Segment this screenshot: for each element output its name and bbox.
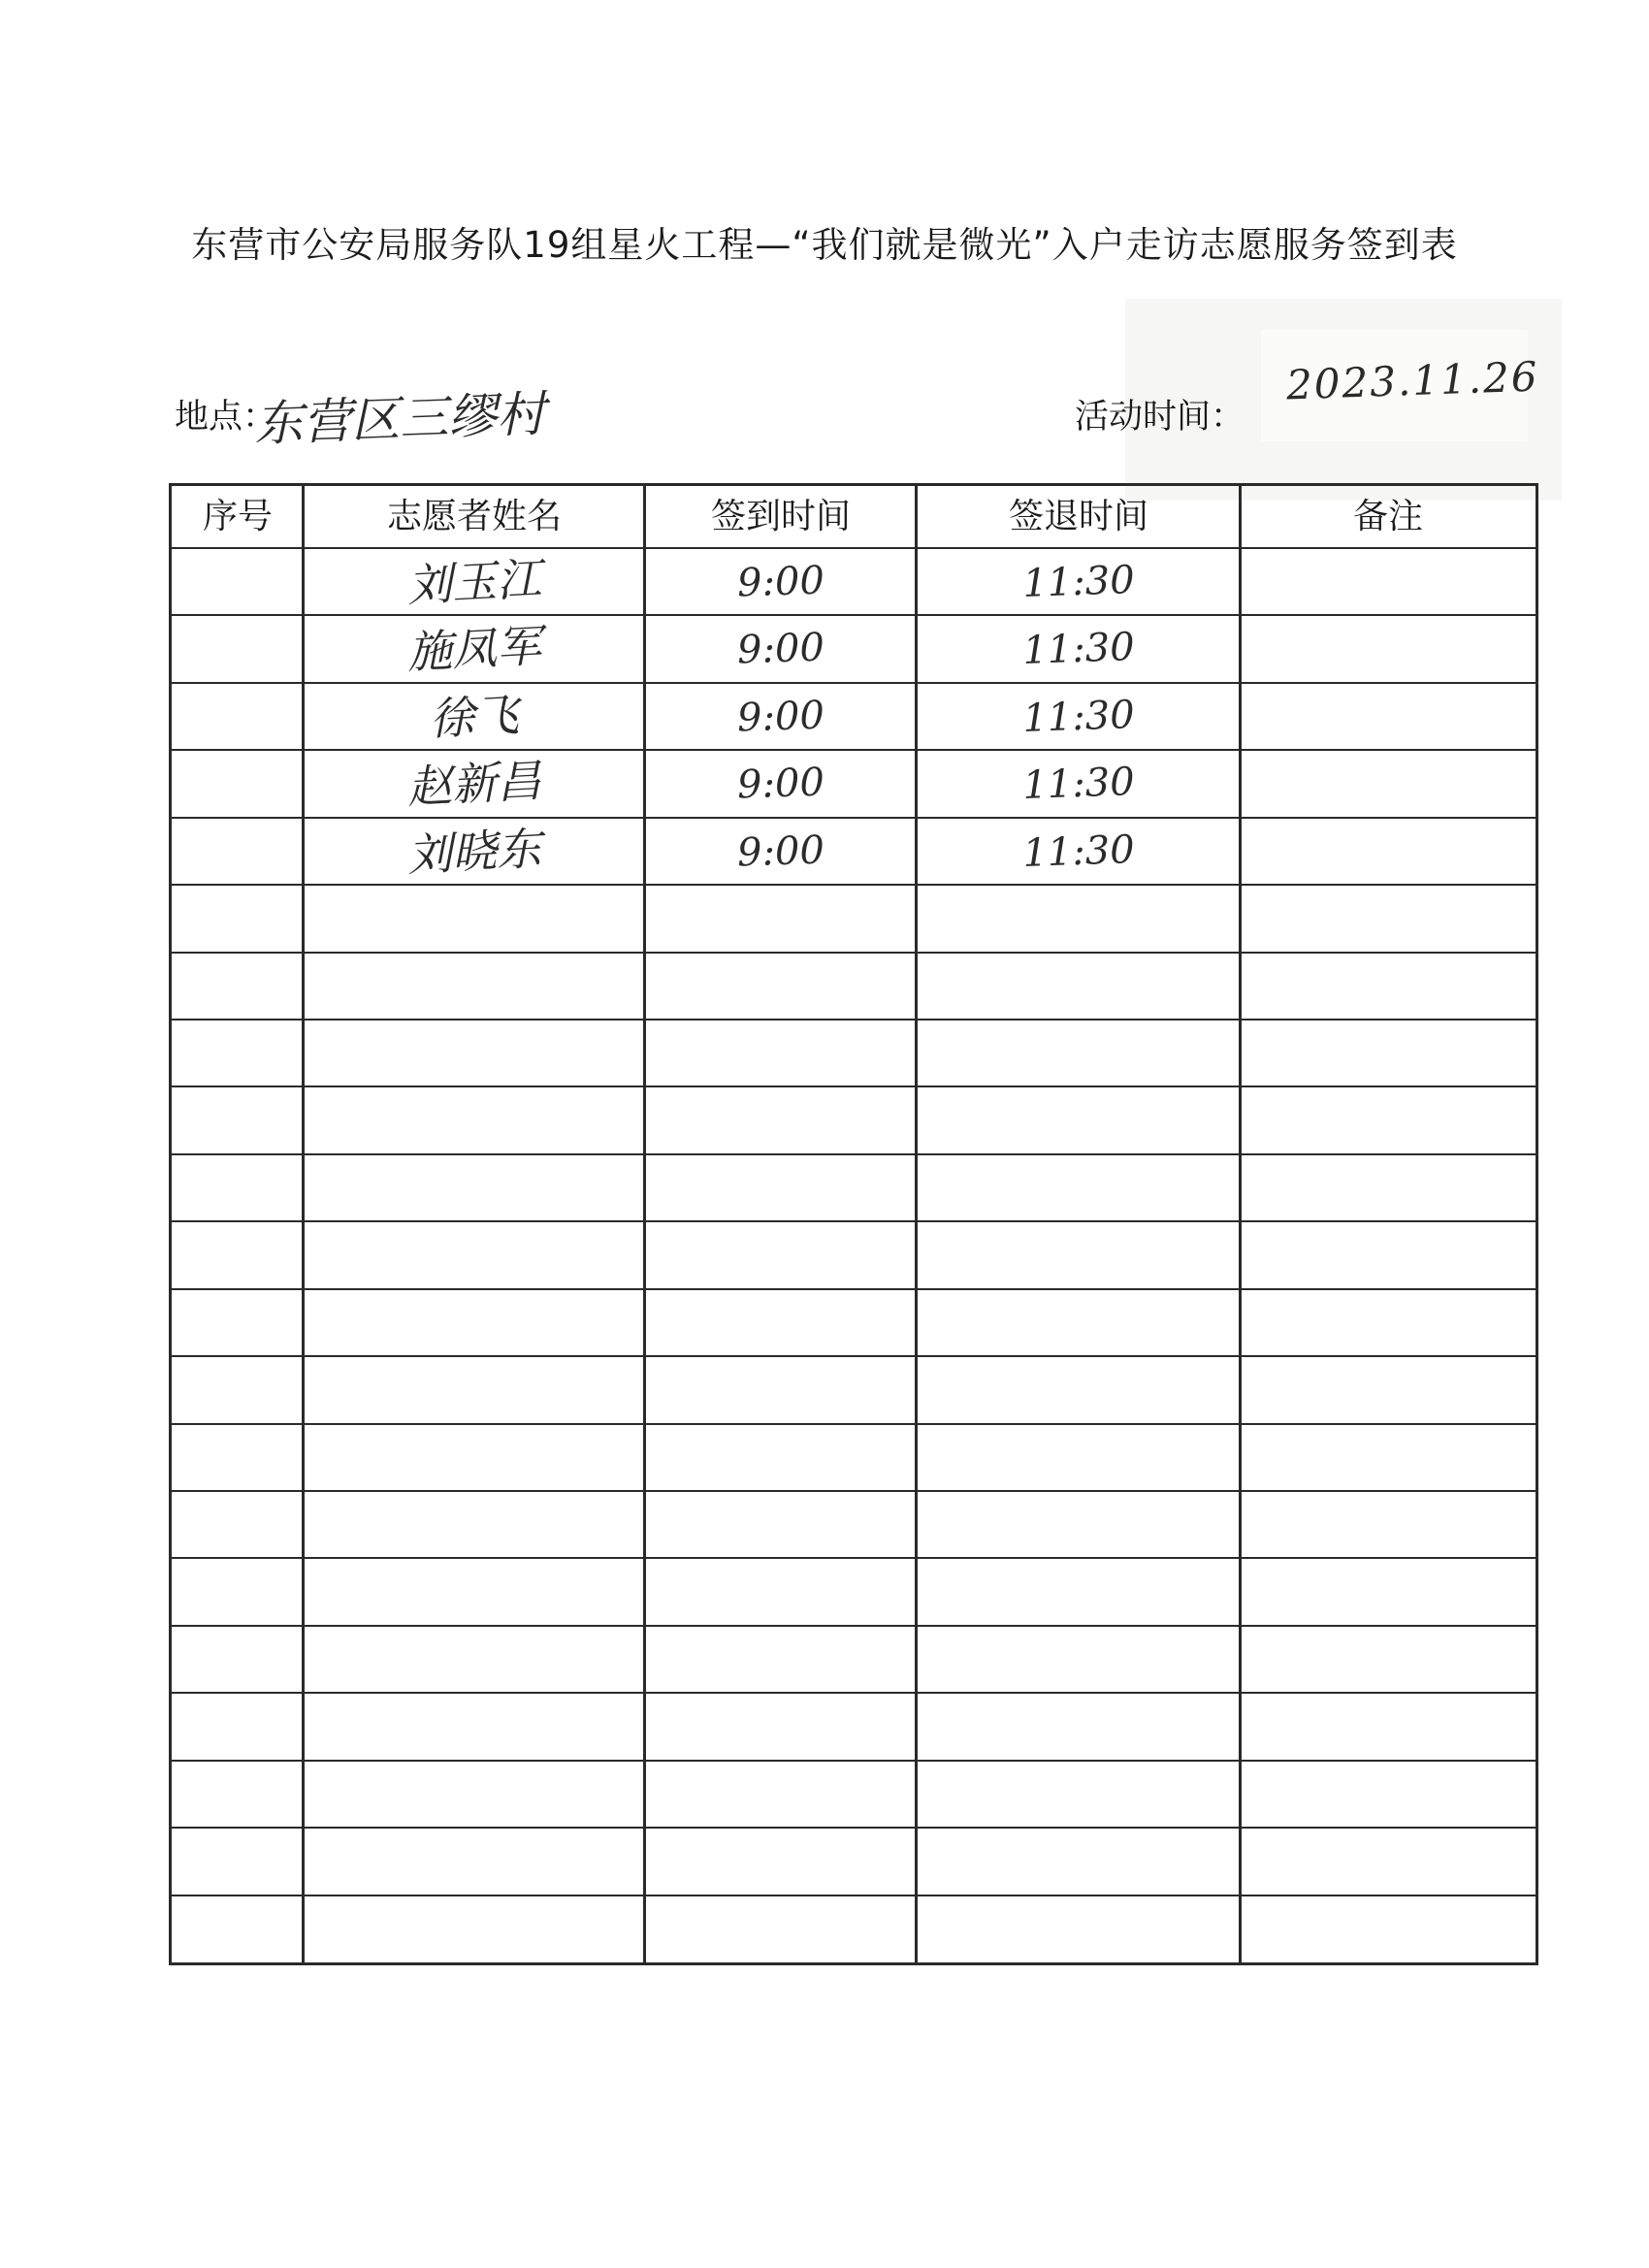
cell-name: 施凤军 <box>405 619 543 679</box>
cell-note <box>1240 816 1536 888</box>
cell-index <box>171 550 305 616</box>
cell-sign-out: 11:30 <box>1021 826 1136 876</box>
row-divider <box>172 1760 1536 1762</box>
header-sign-in-time: 签到时间 <box>710 497 851 536</box>
row-divider <box>172 1895 1536 1896</box>
cell-sign-out: 11:30 <box>1021 558 1136 606</box>
cell-name: 刘晓东 <box>405 822 543 882</box>
row-divider <box>172 1625 1536 1627</box>
row-divider <box>172 1153 1536 1155</box>
location-label: 地点： <box>175 398 277 437</box>
cell-sign-out: 11:30 <box>1021 692 1136 741</box>
row-divider <box>172 1827 1536 1829</box>
row-divider <box>172 952 1536 954</box>
row-divider <box>172 1019 1536 1021</box>
cell-index <box>171 684 305 750</box>
header-sign-out-time: 签退时间 <box>1008 497 1148 536</box>
cell-index <box>171 617 305 683</box>
cell-index <box>171 752 305 818</box>
cell-sign-in: 9:00 <box>736 558 825 606</box>
row-divider <box>172 884 1536 886</box>
activity-time-label: 活动时间： <box>1075 398 1245 437</box>
cell-sign-in: 9:00 <box>736 827 825 876</box>
row-divider <box>172 1288 1536 1290</box>
cell-note <box>1240 749 1536 821</box>
header-index: 序号 <box>202 497 273 536</box>
cell-note <box>1240 682 1536 754</box>
row-divider <box>172 1220 1536 1222</box>
cell-sign-out: 11:30 <box>1021 625 1136 674</box>
header-note: 备注 <box>1352 497 1423 536</box>
cell-sign-in: 9:00 <box>736 760 825 808</box>
sheet-title: 东营市公安局服务队19组星火工程—“我们就是微光”入户走访志愿服务签到表 <box>191 224 1458 266</box>
row-divider <box>172 1423 1536 1425</box>
activity-time-value: 2023.11.26 <box>1285 352 1540 409</box>
sign-in-table <box>169 483 1538 1965</box>
cell-note <box>1240 614 1536 686</box>
cell-name: 徐飞 <box>428 688 521 746</box>
cell-index <box>171 819 305 885</box>
cell-note <box>1240 547 1536 619</box>
cell-sign-out: 11:30 <box>1021 760 1136 809</box>
cell-sign-in: 9:00 <box>736 625 825 673</box>
cell-name: 刘玉江 <box>405 552 543 612</box>
location-value: 东营区三缪村 <box>253 385 547 453</box>
row-divider <box>172 1557 1536 1559</box>
header-volunteer-name: 志愿者姓名 <box>386 497 562 536</box>
row-divider <box>172 1355 1536 1357</box>
row-divider <box>172 1692 1536 1694</box>
row-divider <box>172 1490 1536 1492</box>
cell-name: 赵新昌 <box>405 754 543 814</box>
row-divider <box>172 1085 1536 1087</box>
cell-sign-in: 9:00 <box>736 693 825 741</box>
